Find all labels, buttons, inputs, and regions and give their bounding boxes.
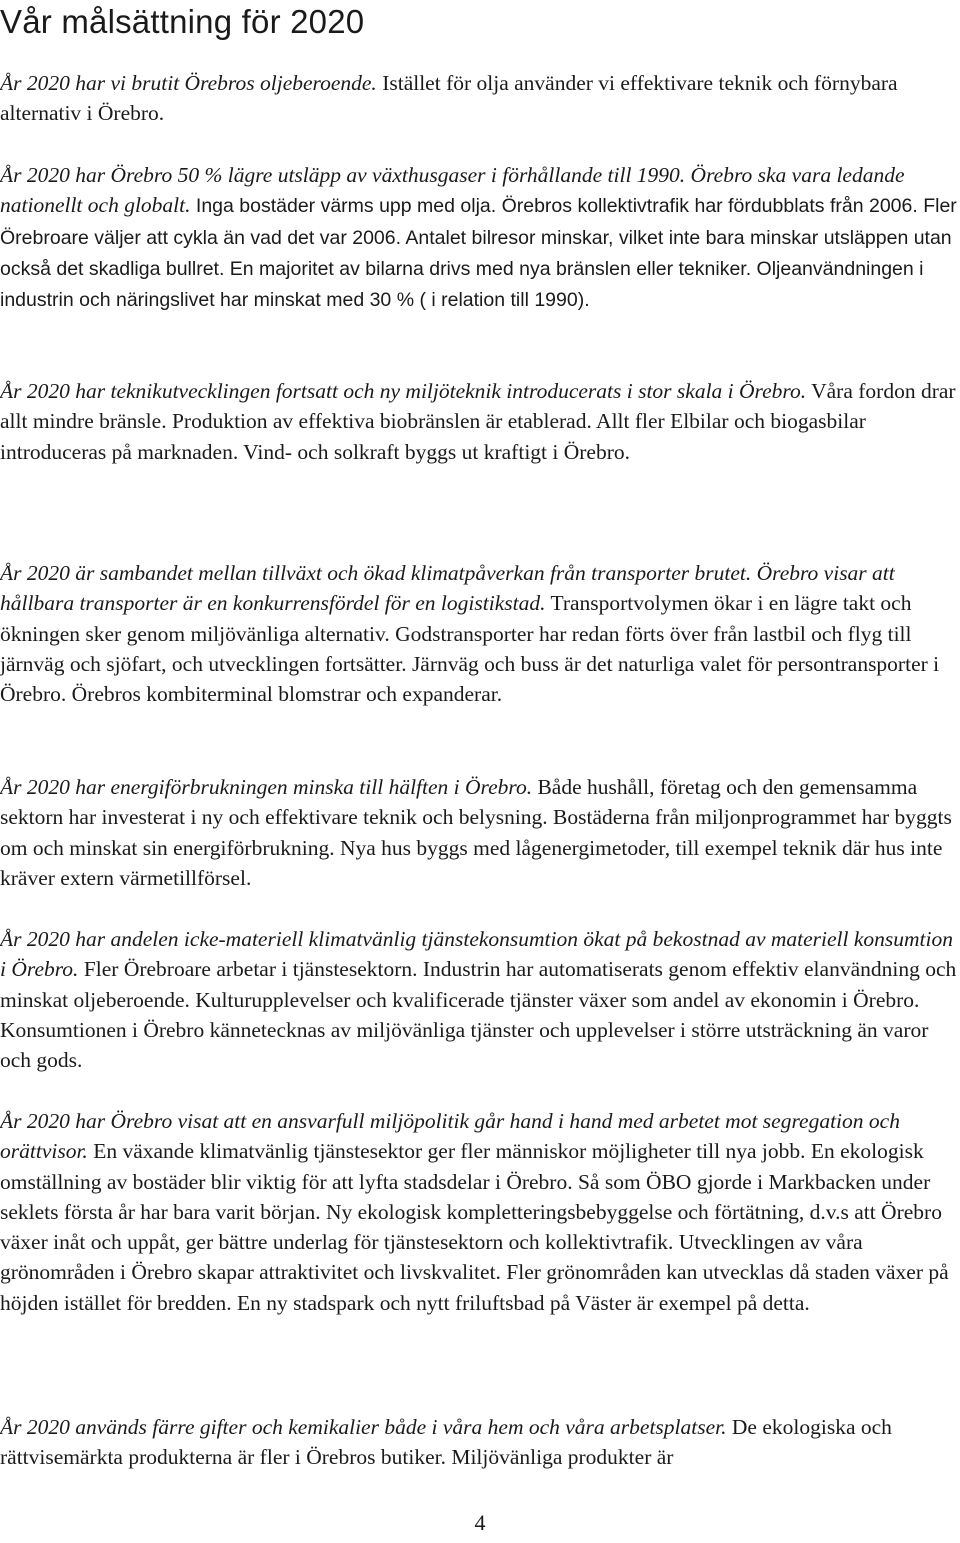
paragraph-energy	[0, 772, 960, 893]
paragraph-oil-lead: År 2020 har vi brutit Örebros oljeberoende.	[0, 71, 377, 95]
paragraph-technology-body: Våra fordon drar allt mindre bränsle. Produktion av effektiva biobränslen är etablerad. Allt fler Elbilar och biogasbilar introduceras på marknaden. Vind- och solkraft byggs ut kraftigt i Örebro.	[0, 379, 956, 464]
paragraph-oil-body: Istället för olja använder vi effektivare teknik och förnybara alternativ i Örebro.	[0, 71, 898, 126]
paragraph-consumption	[0, 924, 960, 1075]
paragraph-emissions	[0, 160, 960, 315]
paragraph-chemicals-lead: År 2020 används färre gifter och kemikalier både i våra hem och våra arbetsplatser.	[0, 1415, 727, 1439]
paragraph-technology-lead: År 2020 har teknikutvecklingen fortsatt och ny miljöteknik introducerats i stor skala i Örebro.	[0, 379, 807, 403]
paragraph-segregation-lead: År 2020 har Örebro visat att en ansvarfull miljöpolitik går hand i hand med arbetet mot segregation och orättvisor.	[0, 1109, 900, 1164]
page-number: 4	[474, 1510, 486, 1535]
paragraph-emissions-body: Inga bostäder värms upp med olja. Örebros kollektivtrafik har fördubblats från 2006. Fler Örebroare väljer att cykla än vad det var 2006. Antalet bilresor minskar, vilket inte bara minskar utsläppen utan också det skadliga bullret. En majoritet av bilarna drivs med nya bränslen eller tekniker. Oljeanvändningen i industrin och näringslivet har minskat med 30 % ( i relation till 1990).	[0, 195, 957, 312]
paragraph-transport	[0, 558, 960, 709]
paragraph-energy-body: Både hushåll, företag och den gemensamma sektorn har investerat i ny och effektivare teknik och belysning. Bostäderna från miljonprogrammet har byggts om och minskat sin energiförbrukning. Nya hus byggs med lågenergimetoder, till exempel teknik där hus inte kräver extern värmetillförsel.	[0, 775, 952, 890]
paragraph-segregation	[0, 1106, 960, 1318]
paragraph-oil	[0, 68, 960, 129]
paragraph-chemicals	[0, 1412, 960, 1473]
paragraph-transport-body: Transportvolymen ökar i en lägre takt och ökningen sker genom miljövänliga alternativ. Godstransporter har redan förts över från lastbil och flyg till järnväg och sjöfart, och utvecklingen fortsätter. Järnväg och buss är det naturliga valet för persontransporter i Örebro. Örebros kombiterminal blomstrar och expanderar.	[0, 591, 940, 707]
paragraph-consumption-body: Fler Örebroare arbetar i tjänstesektorn. Industrin har automatiserats genom effektiv elanvändning och minskat oljeberoende. Kulturupplevelser och kvalificerade tjänster växer som andel av ekonomin i Örebro. Konsumtionen i Örebro kännetecknas av miljövänliga tjänster och upplevelser i större utsträckning än varor och gods.	[0, 957, 957, 1073]
paragraph-technology	[0, 376, 960, 467]
page-title: Vår målsättning för 2020	[0, 3, 365, 40]
paragraph-transport-lead: År 2020 är sambandet mellan tillväxt och ökad klimatpåverkan från transporter brutet. Örebro visar att hållbara transporter är en konkurrensfördel för en logistikstad.	[0, 561, 895, 616]
paragraph-energy-lead: År 2020 har energiförbrukningen minska till hälften i Örebro.	[0, 775, 533, 799]
paragraph-consumption-lead: År 2020 har andelen icke-materiell klimatvänlig tjänstekonsumtion ökat på bekostnad av materiell konsumtion i Örebro.	[0, 927, 953, 982]
paragraph-chemicals-body: De ekologiska och rättvisemärkta produkterna är fler i Örebros butiker. Miljövänliga produkter är	[0, 1415, 892, 1470]
paragraph-segregation-body: En växande klimatvänlig tjänstesektor ger fler människor möjligheter till nya jobb. En ekologisk omställning av bostäder blir viktig för att lyfta stadsdelar i Örebro. Så som ÖBO gjorde i Markbacken under seklets första år har bara varit början. Ny ekologisk kompletteringsbebyggelse och förtätning, d.v.s att Örebro växer inåt och uppåt, ger bättre underlag för tjänstesektorn och kollektivtrafik. Utvecklingen av våra grönområden i Örebro skapar attraktivitet och livskvalitet. Fler grönområden kan utvecklas då staden växer på höjden istället för bredden. En ny stadspark och nytt friluftsbad på Väster är exempel på detta.	[0, 1139, 949, 1315]
paragraph-emissions-lead: År 2020 har Örebro 50 % lägre utsläpp av växthusgaser i förhållande till 1990. Örebro ska vara ledande nationellt och globalt.	[0, 163, 905, 218]
